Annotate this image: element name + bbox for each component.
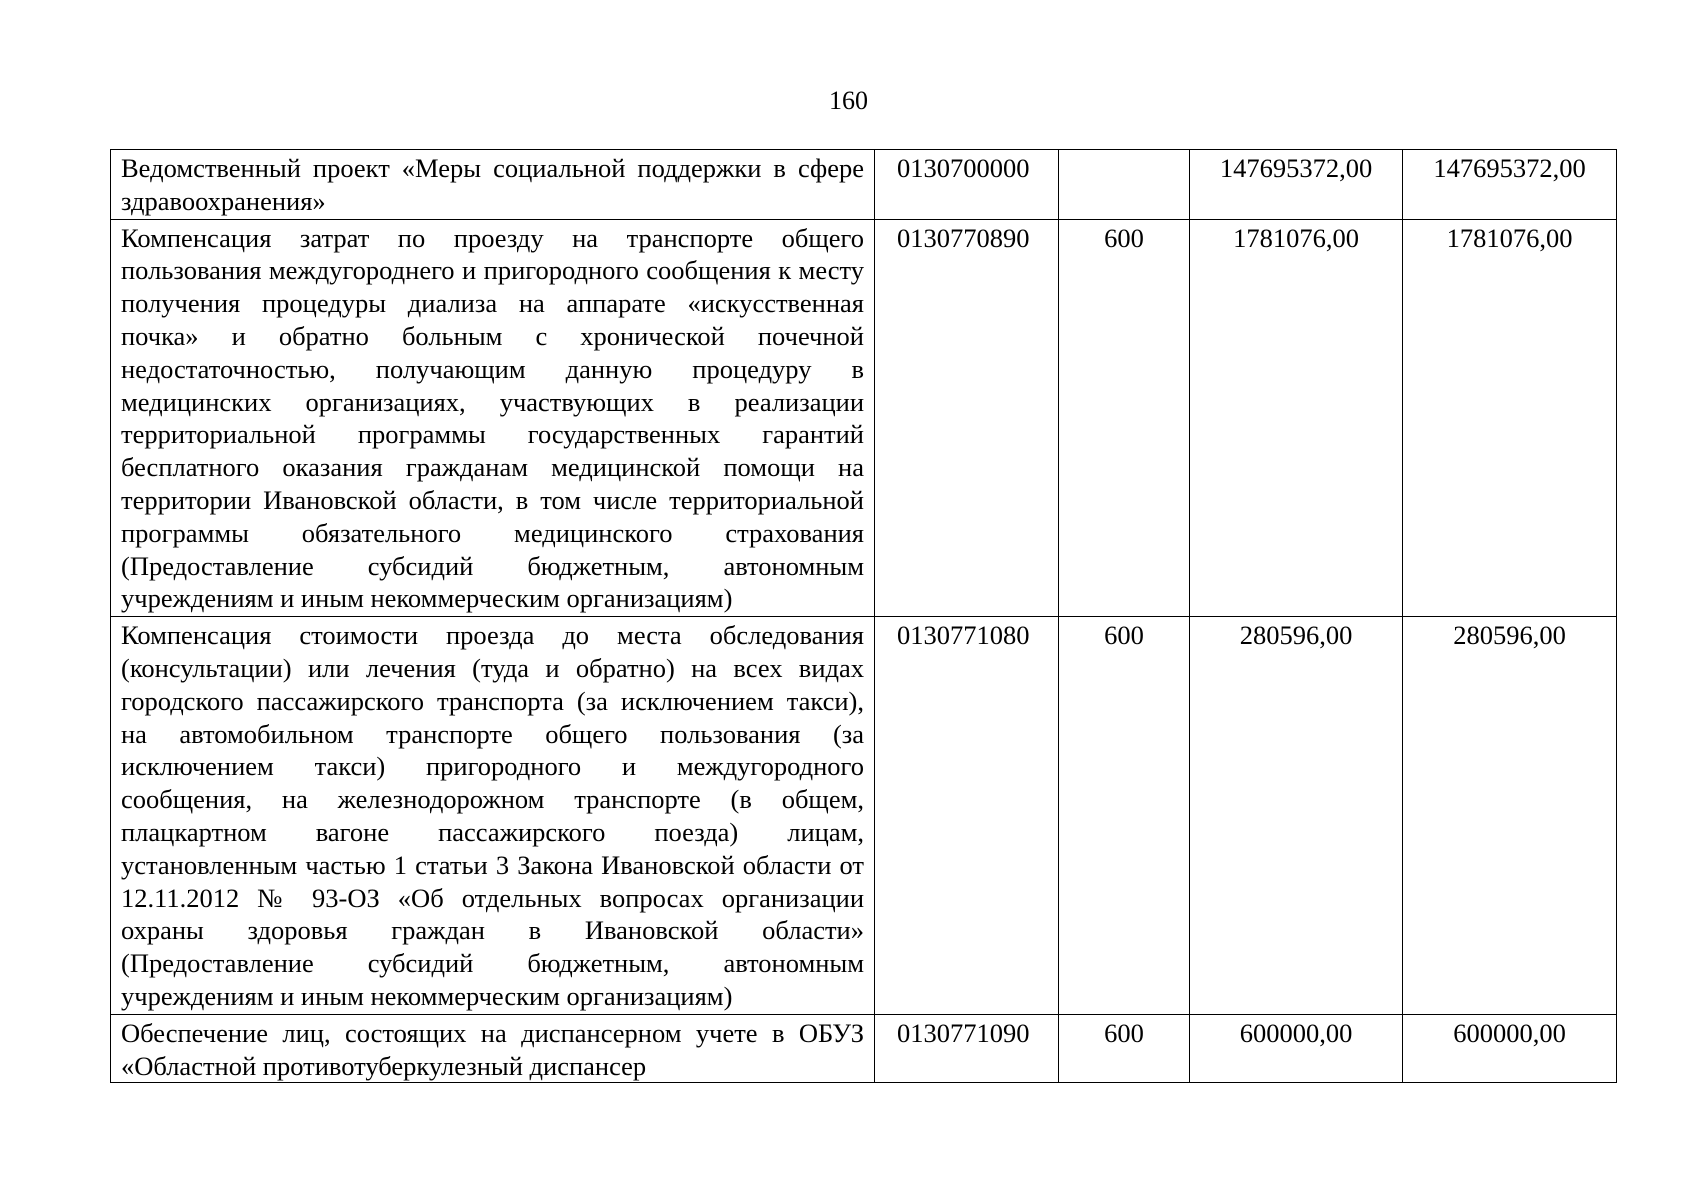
amount-cell-1: 147695372,00	[1190, 150, 1403, 220]
amount-cell-1: 600000,00	[1190, 1014, 1403, 1082]
row-name-cell: Компенсация затрат по проезду на транспорте общего пользования междугороднего и пригородного сообщения к месту получения процедуры диализа на аппарате «искусственная почка» и обратно больным с хронической почечной недостаточностью, получающим данную процедуру в медицинских организациях, участвующих в реализации территориальной программы государственных гарантий бесплатного оказания гражданам медицинской помощи на территории Ивановской области, в том числе территориальной программы обязательного медицинского страхования (Предоставление субсидий бюджетным, автономным учреждениям и иным некоммерческим организациям)	[111, 219, 875, 617]
amount-cell-1: 1781076,00	[1190, 219, 1403, 617]
row-name-cell	[111, 1014, 875, 1082]
table-row	[111, 1014, 1617, 1082]
target-code-cell: 0130771080	[875, 617, 1059, 1015]
target-code-cell: 0130700000	[875, 150, 1059, 220]
amount-cell-2: 600000,00	[1403, 1014, 1617, 1082]
row-name-cell: Компенсация стоимости проезда до места обследования (консультации) или лечения (туда и обратно) на всех видах городского пассажирского транспорта (за исключением такси), на автомобильном транспорте общего пользования (за исключением такси) пригородного и междугородного сообщения, на железнодорожном транспорте (в общем, плацкартном вагоне пассажирского поезда) лицам, установленным частью 1 статьи 3 Закона Ивановской области от 12.11.2012 № 93-ОЗ «Об отдельных вопросах организации охраны здоровья граждан в Ивановской области» (Предоставление субсидий бюджетным, автономным учреждениям и иным некоммерческим организациям)	[111, 617, 875, 1015]
expense-type-cell: 600	[1059, 617, 1190, 1015]
budget-table	[110, 149, 1617, 1083]
row-name-text: Обеспечение лиц, состоящих на диспансерном учете в ОБУЗ «Областной противотуберкулезный диспансер	[121, 1017, 864, 1081]
target-code-cell: 0130771090	[875, 1014, 1059, 1082]
amount-cell-1: 280596,00	[1190, 617, 1403, 1015]
expense-type-cell: 600	[1059, 219, 1190, 617]
expense-type-cell: 600	[1059, 1014, 1190, 1082]
target-code-cell: 0130770890	[875, 219, 1059, 617]
expense-type-cell	[1059, 150, 1190, 220]
table-row	[111, 219, 1617, 617]
page-number: 160	[829, 86, 868, 115]
table-row	[111, 617, 1617, 1015]
table-row	[111, 150, 1617, 220]
amount-cell-2: 147695372,00	[1403, 150, 1617, 220]
amount-cell-2: 280596,00	[1403, 617, 1617, 1015]
amount-cell-2: 1781076,00	[1403, 219, 1617, 617]
row-name-cell: Ведомственный проект «Меры социальной поддержки в сфере здравоохранения»	[111, 150, 875, 220]
